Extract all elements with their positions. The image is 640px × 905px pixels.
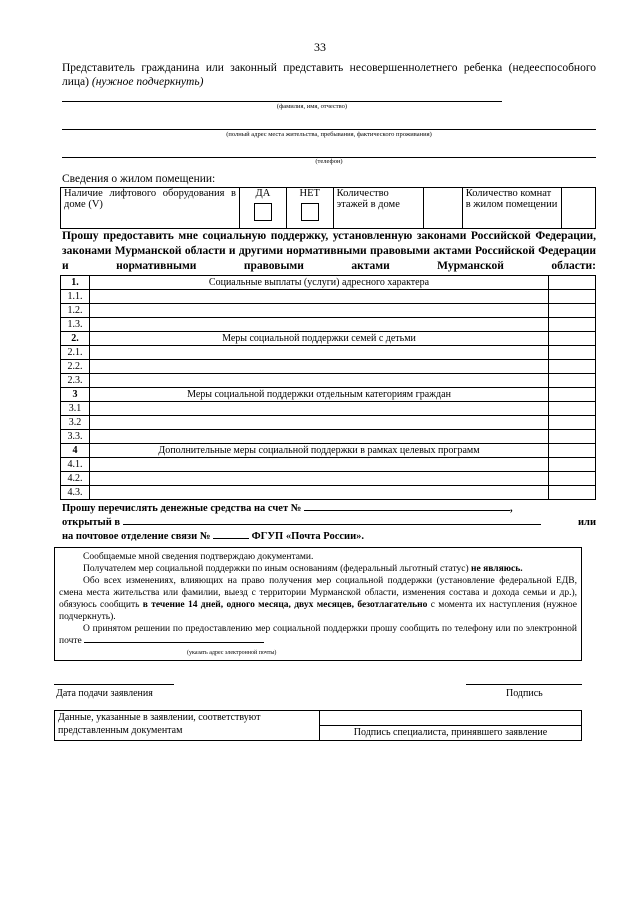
support-row-field[interactable] xyxy=(90,360,549,374)
confirm-p2-text: Получателем мер социальной поддержки по иным основаниям (федеральный льготный статус) xyxy=(83,564,469,574)
yes-label: ДА xyxy=(255,188,271,199)
support-row-check[interactable] xyxy=(549,472,596,486)
confirmation-box xyxy=(54,547,582,661)
support-row xyxy=(61,346,596,360)
representative-label: Представитель гражданина или законный представить несовершеннолетнего ребенка (недееспособного лица) xyxy=(62,62,596,88)
account-line-3 xyxy=(62,530,596,544)
bank-label: открытый в xyxy=(62,517,121,528)
confirm-p2-bold: не являюсь. xyxy=(471,564,523,574)
post-org-label: ФГУП «Почта России». xyxy=(251,531,364,542)
support-row-check[interactable] xyxy=(549,332,596,346)
support-row-number: 4.3. xyxy=(61,486,90,500)
support-row-check[interactable] xyxy=(549,374,596,388)
support-row-field[interactable] xyxy=(90,374,549,388)
confirm-p3-text: Обо всех изменениях, влияющих на право получения мер социальной поддержки (установление федеральной ЕДВ, смена места жительства или фамилии, выезд с территории Мурманской области, изменения состава и дохода семьи и др.), обязуюсь сообщить xyxy=(59,576,577,610)
support-row-check[interactable] xyxy=(549,360,596,374)
support-row-check[interactable] xyxy=(549,388,596,402)
support-row xyxy=(61,388,596,402)
yes-checkbox[interactable] xyxy=(254,203,272,221)
date-label: Дата подачи заявления xyxy=(56,688,153,699)
support-row-field[interactable] xyxy=(90,486,549,500)
confirm-p4-text: О принятом решении по предоставлению мер социальной поддержки прошу сообщить по телефону или по электронной почте xyxy=(59,624,577,646)
post-office-field[interactable] xyxy=(213,538,249,539)
specialist-left: Данные, указанные в заявлении, соответствуют представленным документам xyxy=(55,711,320,741)
address-caption: (полный адрес места жительства, пребывания, фактического проживания) xyxy=(226,131,432,138)
address-line[interactable] xyxy=(62,129,596,130)
housing-table xyxy=(60,187,596,229)
support-row-field[interactable] xyxy=(90,458,549,472)
support-row-field[interactable] xyxy=(90,430,549,444)
confirm-p3-end: с момента их наступления (нужное подчеркнуть). xyxy=(59,600,577,622)
email-field[interactable] xyxy=(84,642,264,643)
support-row-check[interactable] xyxy=(549,304,596,318)
no-cell xyxy=(286,188,333,229)
email-caption: (указать адрес электронной почты) xyxy=(187,650,277,656)
support-row-check[interactable] xyxy=(549,416,596,430)
support-row-number: 3.3. xyxy=(61,430,90,444)
support-row xyxy=(61,318,596,332)
support-row xyxy=(61,416,596,430)
specialist-sign-field[interactable] xyxy=(320,711,582,726)
support-row-check[interactable] xyxy=(549,486,596,500)
support-row-check[interactable] xyxy=(549,346,596,360)
signature-line[interactable] xyxy=(466,684,582,685)
account-number-field[interactable] xyxy=(304,510,510,511)
support-row-check[interactable] xyxy=(549,290,596,304)
support-row-number: 2.3. xyxy=(61,374,90,388)
support-row-number: 4 xyxy=(61,444,90,458)
account-line-2 xyxy=(62,516,596,530)
page-number: 33 xyxy=(314,40,326,54)
support-row-number: 4.1. xyxy=(61,458,90,472)
support-row-number: 2. xyxy=(61,332,90,346)
name-line[interactable] xyxy=(62,101,502,102)
post-label: на почтовое отделение связи № xyxy=(62,531,211,542)
yes-cell xyxy=(240,188,287,229)
confirm-p4 xyxy=(59,623,577,647)
account-line-1: Прошу перечислять денежные средства на счет № , xyxy=(62,503,513,514)
name-caption: (фамилия, имя, отчество) xyxy=(276,103,348,110)
confirm-p3 xyxy=(59,575,577,623)
support-row-field[interactable] xyxy=(90,416,549,430)
support-row xyxy=(61,276,596,290)
support-row-number: 3.2 xyxy=(61,416,90,430)
support-row-check[interactable] xyxy=(549,458,596,472)
support-row-number: 2.1. xyxy=(61,346,90,360)
support-row-field[interactable] xyxy=(90,402,549,416)
representative-note: (нужное подчеркнуть) xyxy=(91,76,204,88)
bank-field[interactable] xyxy=(123,524,541,525)
lift-label: Наличие лифтового оборудования в доме (V) xyxy=(61,188,240,229)
support-row-number: 1.2. xyxy=(61,304,90,318)
confirm-p1: Сообщаемые мной сведения подтверждаю документами. xyxy=(83,552,314,562)
support-row xyxy=(61,374,596,388)
representative-text xyxy=(62,61,596,89)
date-line[interactable] xyxy=(54,684,174,685)
support-row-field[interactable] xyxy=(90,318,549,332)
request-text: Прошу предоставить мне социальную поддержку, установленную законами Российской Федерации, законами Мурманской области и другими нормативными правовыми актами Российской Федерации и нормативными правовыми актами Мурманской области: xyxy=(62,230,596,272)
housing-title: Сведения о жилом помещении: xyxy=(62,173,216,185)
specialist-table xyxy=(54,710,582,741)
floors-label: Количество этажей в доме xyxy=(333,188,424,229)
support-table xyxy=(60,275,596,500)
no-label: НЕТ xyxy=(299,188,320,199)
no-checkbox[interactable] xyxy=(301,203,319,221)
support-row-number: 4.2. xyxy=(61,472,90,486)
rooms-input[interactable] xyxy=(561,188,595,229)
confirm-p3-bold: в течение 14 дней, одного месяца, двух месяцев, безотлагательно xyxy=(142,600,428,610)
support-row xyxy=(61,458,596,472)
support-section-title: Социальные выплаты (услуги) адресного характера xyxy=(90,276,549,290)
support-row xyxy=(61,304,596,318)
support-row-check[interactable] xyxy=(549,402,596,416)
support-row xyxy=(61,472,596,486)
support-row-check[interactable] xyxy=(549,444,596,458)
support-section-title: Дополнительные меры социальной поддержки в рамках целевых программ xyxy=(90,444,549,458)
support-row xyxy=(61,332,596,346)
or-label: или xyxy=(578,517,596,528)
support-row xyxy=(61,402,596,416)
support-row xyxy=(61,486,596,500)
support-row xyxy=(61,444,596,458)
support-section-title: Меры социальной поддержки семей с детьми xyxy=(90,332,549,346)
phone-caption: (телефон) xyxy=(315,158,343,165)
specialist-right: Подпись специалиста, принявшего заявление xyxy=(320,726,582,741)
support-row-number: 1. xyxy=(61,276,90,290)
support-row-number: 3.1 xyxy=(61,402,90,416)
support-row-field[interactable] xyxy=(90,290,549,304)
support-row-number: 3 xyxy=(61,388,90,402)
support-row-check[interactable] xyxy=(549,276,596,290)
floors-input[interactable] xyxy=(424,188,463,229)
support-row-number: 1.3. xyxy=(61,318,90,332)
account-block xyxy=(62,502,596,544)
support-row-field[interactable] xyxy=(90,346,549,360)
support-row-number: 2.2. xyxy=(61,360,90,374)
support-row-number: 1.1. xyxy=(61,290,90,304)
signature-label: Подпись xyxy=(506,688,543,699)
support-row xyxy=(61,360,596,374)
support-row-check[interactable] xyxy=(549,318,596,332)
rooms-label: Количество комнат в жилом помещении xyxy=(462,188,561,229)
support-row xyxy=(61,430,596,444)
support-row-field[interactable] xyxy=(90,472,549,486)
support-row-check[interactable] xyxy=(549,430,596,444)
support-row-field[interactable] xyxy=(90,304,549,318)
support-row xyxy=(61,290,596,304)
support-section-title: Меры социальной поддержки отдельным категориям граждан xyxy=(90,388,549,402)
confirm-p2 xyxy=(59,563,577,575)
account-label: Прошу перечислять денежные средства на счет № xyxy=(62,503,302,514)
